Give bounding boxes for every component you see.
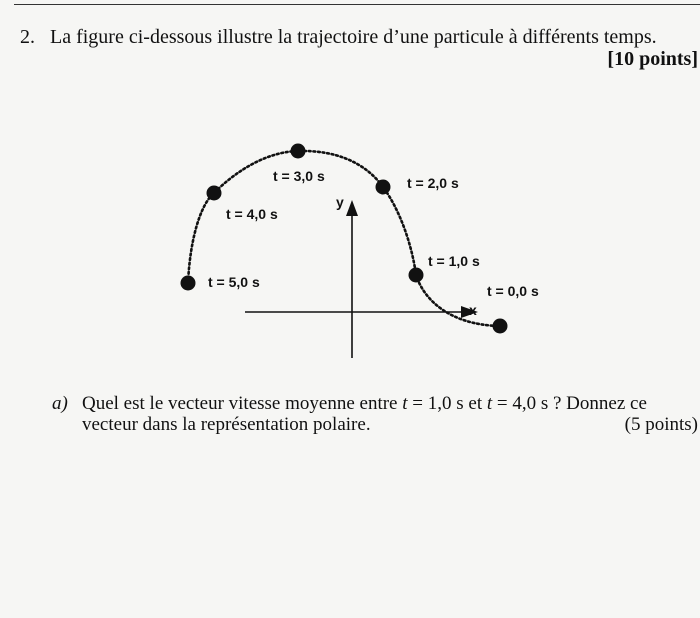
label-t3: t = 3,0 s bbox=[273, 168, 325, 184]
subquestion-a bbox=[52, 393, 698, 435]
question-text: La figure ci-dessous illustre la trajectoire d’une particule à différents temps. bbox=[50, 26, 657, 48]
point-t0 bbox=[493, 319, 508, 334]
time-variable-2: t bbox=[486, 393, 493, 414]
y-axis-label: y bbox=[336, 194, 344, 210]
question-points: [10 points] bbox=[607, 48, 698, 70]
point-t1 bbox=[409, 268, 424, 283]
label-t5: t = 5,0 s bbox=[208, 274, 260, 290]
time-variable-1: t bbox=[402, 393, 408, 414]
subquestion-line-2 bbox=[52, 414, 698, 435]
subquestion-points: (5 points) bbox=[624, 414, 698, 435]
label-t1: t = 1,0 s bbox=[428, 253, 480, 269]
label-t4: t = 4,0 s bbox=[226, 206, 278, 222]
point-t3 bbox=[291, 144, 306, 159]
label-t0: t = 0,0 s bbox=[487, 283, 539, 299]
point-t4 bbox=[207, 186, 222, 201]
subquestion-text-b: = 1,0 s et bbox=[407, 393, 487, 414]
subquestion-text-a: Quel est le vecteur vitesse moyenne entre bbox=[82, 393, 403, 414]
question-number: 2. bbox=[20, 26, 35, 48]
point-t2 bbox=[376, 180, 391, 195]
label-t2: t = 2,0 s bbox=[407, 175, 459, 191]
point-t5 bbox=[181, 276, 196, 291]
subquestion-text-c: = 4,0 s ? Donnez ce bbox=[492, 393, 647, 414]
x-axis-label: x bbox=[469, 302, 477, 318]
subquestion-line-1 bbox=[52, 393, 698, 414]
subquestion-text-d: vecteur dans la représentation polaire. bbox=[82, 414, 371, 435]
subquestion-letter: a) bbox=[52, 393, 68, 414]
y-axis-arrow bbox=[346, 200, 358, 216]
